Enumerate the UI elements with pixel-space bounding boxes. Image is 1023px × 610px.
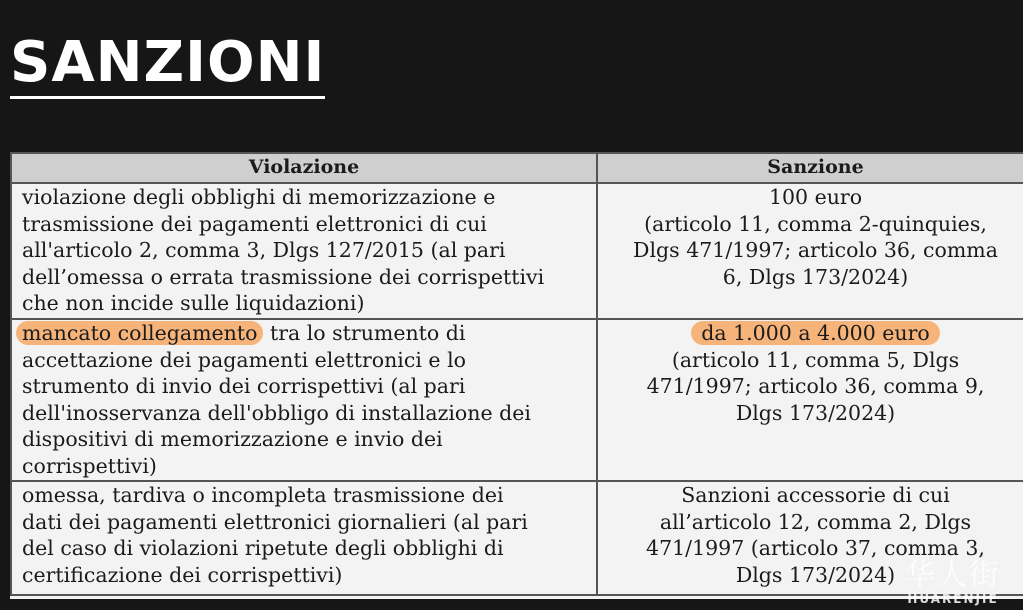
watermark-text: HUARENJIE	[907, 592, 999, 606]
watermark-glyphs: 华人街	[905, 558, 1001, 593]
cell-line: all’articolo 12, comma 2, Dlgs	[659, 509, 972, 534]
violation-cell	[11, 183, 597, 319]
cell-line: trasmissione dei pagamenti elettronici di cui	[22, 211, 487, 236]
highlight-mark: mancato collegamento	[16, 321, 263, 345]
highlight-mark: da 1.000 a 4.000 euro	[691, 321, 939, 345]
sanction-cell	[597, 319, 1023, 481]
violation-cell	[11, 319, 597, 481]
cell-line: 6, Dlgs 173/2024)	[722, 264, 909, 289]
table-row	[11, 481, 1023, 595]
cell-line: dell'inosservanza dell'obbligo di installazione dei	[22, 400, 531, 425]
cell-line: (articolo 11, comma 2-quinquies,	[644, 211, 987, 236]
cell-line: 471/1997 (articolo 37, comma 3,	[646, 536, 985, 561]
violation-cell	[11, 481, 597, 595]
cell-line: che non incide sulle liquidazioni)	[22, 291, 365, 316]
watermark-logo	[905, 560, 1001, 606]
cell-line: strumento di invio dei corrispettivi (al pari	[22, 374, 466, 399]
cell-line: Dlgs 173/2024)	[735, 400, 896, 425]
cell-line: all'articolo 2, comma 3, Dlgs 127/2015 (al pari	[22, 238, 506, 263]
slide-title: SANZIONI	[10, 30, 325, 99]
table-row	[11, 319, 1023, 481]
cell-text: tra lo strumento di	[263, 321, 466, 345]
cell-line: violazione degli obblighi di memorizzazione e	[22, 185, 496, 209]
cell-line: 471/1997; articolo 36, comma 9,	[646, 374, 985, 399]
cell-line: Sanzioni accessorie di cui	[681, 483, 950, 507]
cell-line: certificazione dei corrispettivi)	[22, 562, 343, 587]
cell-line: omessa, tardiva o incompleta trasmissione dei	[22, 483, 504, 507]
cell-line: (articolo 11, comma 5, Dlgs	[671, 347, 960, 372]
cell-line	[606, 320, 1023, 347]
cell-line: accettazione dei pagamenti elettronici e lo	[22, 347, 466, 372]
cell-line: dispositivi di memorizzazione e invio dei	[22, 427, 443, 452]
cell-line: dati dei pagamenti elettronici giornalieri (al pari	[22, 509, 528, 534]
cell-line: Dlgs 173/2024)	[735, 562, 896, 587]
cell-line: del caso di violazioni ripetute degli obblighi di	[22, 536, 504, 561]
cell-line: dell’omessa o errata trasmissione dei corrispettivi	[22, 264, 545, 289]
table-row	[11, 183, 1023, 319]
sanction-cell	[597, 183, 1023, 319]
cell-line: Dlgs 471/1997; articolo 36, comma	[633, 238, 998, 263]
column-header-sanzione: Sanzione	[597, 153, 1023, 183]
cell-line: 100 euro	[768, 185, 863, 209]
sanctions-table	[10, 152, 1023, 596]
column-header-violazione: Violazione	[11, 153, 597, 183]
document-page	[10, 152, 1023, 599]
cell-line	[22, 320, 588, 347]
cell-line: corrispettivi)	[22, 453, 157, 478]
table-header-row	[11, 153, 1023, 183]
